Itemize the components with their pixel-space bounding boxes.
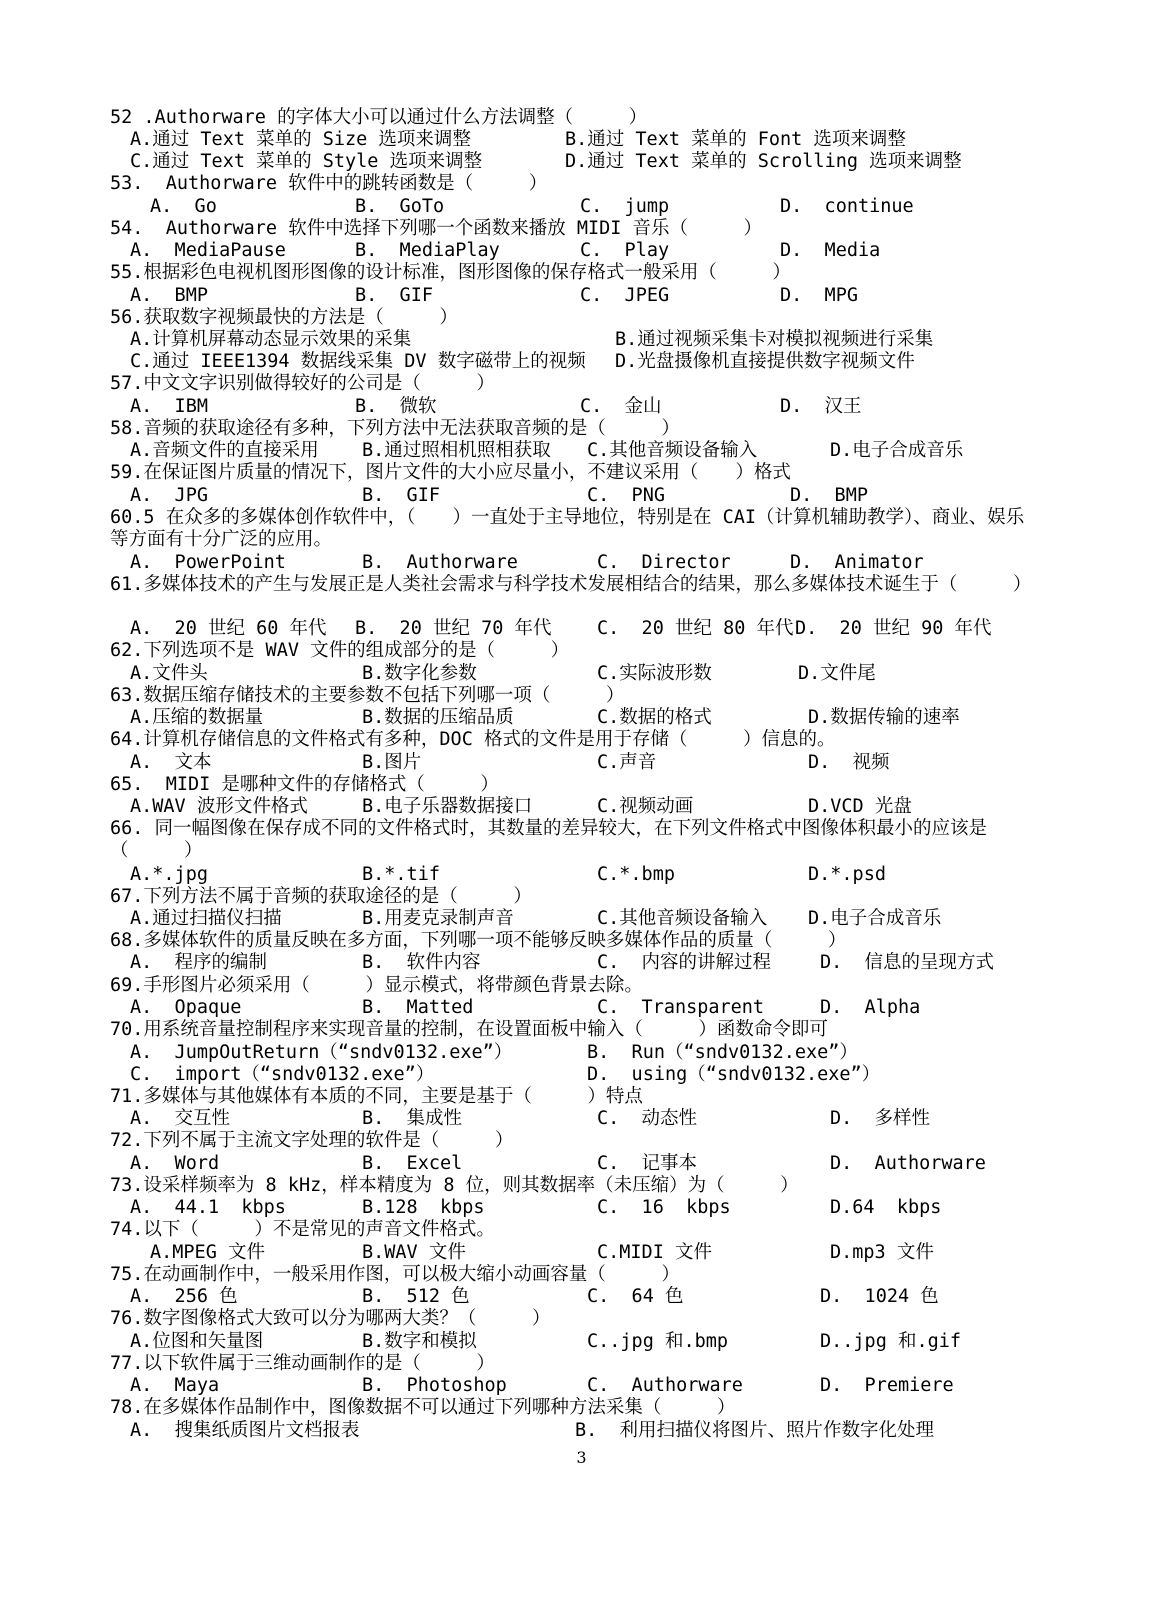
option-b: B.*.tif [362, 864, 440, 885]
option-b: B. GoTo [355, 196, 445, 217]
options-row [130, 1242, 1060, 1264]
option-b: B. 512 色 [362, 1286, 470, 1307]
options-row [130, 351, 1060, 373]
question-72: 72.下列不属于主流文字处理的软件是（ ） [110, 1130, 514, 1151]
options-row [130, 151, 1060, 173]
options-row [130, 663, 1060, 685]
option-b: B.通过视频采集卡对模拟视频进行采集 [615, 329, 934, 350]
question-57: 57.中文文字识别做得较好的公司是（ ） [110, 373, 495, 394]
question-52: 52 .Authorware 的字体大小可以通过什么方法调整（ ） [110, 107, 648, 128]
question-59: 59.在保证图片质量的情况下，图片文件的大小应尽量小，不建议采用（ ）格式 [110, 462, 791, 483]
options-row [130, 752, 1060, 774]
options-row [130, 618, 1060, 640]
option-c: C. 金山 [580, 396, 662, 417]
option-b: B. 20 世纪 70 年代 [355, 618, 552, 639]
question-63: 63.数据压缩存储技术的主要参数不包括下列哪一项（ ） [110, 685, 625, 706]
option-c: C.其他音频设备输入 [587, 440, 758, 461]
option-b: B. 微软 [355, 396, 437, 417]
option-a: A. 交互性 [130, 1108, 231, 1129]
question-74: 74.以下（ ）不是常见的声音文件格式。 [110, 1219, 495, 1240]
option-b: B.用麦克录制声音 [362, 908, 514, 929]
question-75: 75.在动画制作中，一般采用作图，可以极大缩小动画容量（ ） [110, 1264, 680, 1285]
option-d: D.电子合成音乐 [830, 440, 964, 461]
option-d: D. 多样性 [830, 1108, 931, 1129]
option-a: A.MPEG 文件 [150, 1242, 265, 1263]
question-62: 62.下列选项不是 WAV 文件的组成部分的是（ ） [110, 640, 570, 661]
option-c: C. 20 世纪 80 年代 [597, 618, 794, 639]
option-b: B. MediaPlay [355, 240, 500, 261]
option-c: C. Director [597, 552, 731, 573]
options-row [130, 440, 1060, 462]
option-c: C. 动态性 [597, 1108, 698, 1129]
options-row [130, 864, 1060, 886]
options-row [130, 1108, 1060, 1130]
option-c: C. 记事本 [597, 1153, 698, 1174]
option-a: A. 256 色 [130, 1286, 238, 1307]
option-b: B.WAV 文件 [362, 1242, 466, 1263]
option-c: C.*.bmp [597, 864, 675, 885]
option-d: D. 信息的呈现方式 [820, 952, 995, 973]
option-d: D. using（“sndv0132.exe”） [587, 1064, 881, 1085]
option-b: B. Run（“sndv0132.exe”） [587, 1042, 858, 1063]
question-58: 58.音频的获取途径有多种，下列方法中无法获取音频的是（ ） [110, 418, 680, 439]
options-row [130, 1420, 1060, 1442]
option-d: D.通过 Text 菜单的 Scrolling 选项来调整 [565, 151, 962, 172]
options-row [130, 485, 1060, 507]
option-c: C. Transparent [597, 997, 765, 1018]
option-a: A.WAV 波形文件格式 [130, 796, 308, 817]
options-row [130, 1064, 1060, 1086]
options-row [130, 1331, 1060, 1353]
option-a: A. 44.1 kbps [130, 1197, 286, 1218]
option-c: C.视频动画 [597, 796, 694, 817]
option-d: D. 汉王 [780, 396, 862, 417]
options-row [130, 952, 1060, 974]
option-d: D. 视频 [808, 752, 890, 773]
option-c: C. PNG [587, 485, 665, 506]
option-d: D. Alpha [820, 997, 921, 1018]
option-a: A. Opaque [130, 997, 242, 1018]
option-a: A. BMP [130, 285, 208, 306]
option-a: A. PowerPoint [130, 552, 286, 573]
option-d: D..jpg 和.gif [820, 1331, 962, 1352]
option-b: B.电子乐器数据接口 [362, 796, 533, 817]
option-c: C.数据的格式 [597, 707, 712, 728]
question-56: 56.获取数字视频最快的方法是（ ） [110, 307, 458, 328]
option-d: D. Authorware [830, 1153, 986, 1174]
option-d: D. 20 世纪 90 年代 [795, 618, 992, 639]
option-a: A.压缩的数据量 [130, 707, 264, 728]
options-row [130, 796, 1060, 818]
option-a: A.通过 Text 菜单的 Size 选项来调整 [130, 129, 471, 150]
option-a: A. Word [130, 1153, 220, 1174]
question-61: 61.多媒体技术的产生与发展正是人类社会需求与科学技术发展相结合的结果，那么多媒体技术诞生于（ ） [110, 574, 1032, 595]
question-65: 65. MIDI 是哪种文件的存储格式（ ） [110, 774, 499, 795]
option-b: B.通过照相机照相获取 [362, 440, 551, 461]
option-d: D.文件尾 [798, 663, 876, 684]
question-78: 78.在多媒体作品制作中，图像数据不可以通过下列哪种方法采集（ ） [110, 1397, 736, 1418]
option-b: B.通过 Text 菜单的 Font 选项来调整 [565, 129, 906, 150]
option-d: D. Premiere [820, 1375, 954, 1396]
question-76: 76.数字图像格式大致可以分为哪两大类？（ ） [110, 1308, 551, 1329]
option-a: A. IBM [130, 396, 208, 417]
option-a: A. 20 世纪 60 年代 [130, 618, 327, 639]
option-d: D. continue [780, 196, 914, 217]
option-b: B. Excel [362, 1153, 463, 1174]
options-row [130, 285, 1060, 307]
question-70: 70.用系统音量控制程序来实现音量的控制，在设置面板中输入（ ）函数命令即可 [110, 1019, 828, 1040]
option-b: B.图片 [362, 752, 422, 773]
page-number: 3 [576, 1448, 587, 1467]
option-d: D. MPG [780, 285, 858, 306]
option-c: C..jpg 和.bmp [587, 1331, 729, 1352]
option-d: D. 1024 色 [820, 1286, 939, 1307]
option-c: C.声音 [597, 752, 657, 773]
option-c: C.通过 Text 菜单的 Style 选项来调整 [130, 151, 483, 172]
option-a: A.文件头 [130, 663, 208, 684]
option-b: B. Matted [362, 997, 474, 1018]
question-55: 55.根据彩色电视机图形图像的设计标准，图形图像的保存格式一般采用（ ） [110, 262, 791, 283]
option-d: D.光盘摄像机直接提供数字视频文件 [615, 351, 915, 372]
options-row [130, 707, 1060, 729]
option-a: A.计算机屏幕动态显示效果的采集 [130, 329, 412, 350]
option-b: B. Authorware [362, 552, 518, 573]
question-77: 77.以下软件属于三维动画制作的是（ ） [110, 1353, 495, 1374]
option-c: C.其他音频设备输入 [597, 908, 768, 929]
option-c: C. 内容的讲解过程 [597, 952, 772, 973]
option-b: B. Photoshop [362, 1375, 507, 1396]
options-row [130, 1286, 1060, 1308]
option-c: C.实际波形数 [597, 663, 712, 684]
options-row [130, 1153, 1060, 1175]
options-row [130, 396, 1060, 418]
options-row [130, 552, 1060, 574]
option-d: D.64 kbps [830, 1197, 942, 1218]
question-54: 54. Authorware 软件中选择下列哪一个函数来播放 MIDI 音乐（ ） [110, 218, 763, 239]
options-row [130, 1042, 1060, 1064]
question-69: 69.手形图片必须采用（ ）显示模式，将带颜色背景去除。 [110, 975, 643, 996]
options-row [130, 1375, 1060, 1397]
question-73: 73.设采样频率为 8 kHz，样本精度为 8 位，则其数据率（未压缩）为（ ） [110, 1175, 799, 1196]
option-a: A. Go [150, 196, 217, 217]
question-60: 60.5 在众多的多媒体创作软件中，（ ）一直处于主导地位，特别是在 CAI（计算机辅助教学）、商业、娱乐等方面有十分广泛的应用。 [110, 507, 1025, 550]
option-d: D.数据传输的速率 [808, 707, 960, 728]
options-row [130, 1197, 1060, 1219]
option-c: C. JPEG [580, 285, 670, 306]
option-a: A.通过扫描仪扫描 [130, 908, 282, 929]
option-d: D.VCD 光盘 [808, 796, 912, 817]
question-53: 53. Authorware 软件中的跳转函数是（ ） [110, 173, 548, 194]
option-a: A. JumpOutReturn（“sndv0132.exe”） [130, 1042, 513, 1063]
option-b: B.数字和模拟 [362, 1331, 477, 1352]
option-c: C. Play [580, 240, 670, 261]
options-row [130, 329, 1060, 351]
option-a: A. Maya [130, 1375, 220, 1396]
option-a: A.位图和矢量图 [130, 1331, 264, 1352]
option-b: B.数字化参数 [362, 663, 477, 684]
option-b: B. 软件内容 [362, 952, 481, 973]
question-68: 68.多媒体软件的质量反映在多方面，下列哪一项不能够反映多媒体作品的质量（ ） [110, 930, 847, 951]
option-c: C. 64 色 [587, 1286, 684, 1307]
option-d: D. Media [780, 240, 881, 261]
options-row [130, 196, 1060, 218]
options-row [130, 997, 1060, 1019]
option-a: A. JPG [130, 485, 208, 506]
option-b: B.128 kbps [362, 1197, 485, 1218]
option-a: A.*.jpg [130, 864, 208, 885]
options-row [130, 240, 1060, 262]
option-a: A.音频文件的直接采用 [130, 440, 319, 461]
option-b: B. 利用扫描仪将图片、照片作数字化处理 [575, 1420, 935, 1441]
option-b: B. 集成性 [362, 1108, 463, 1129]
option-c: C. jump [580, 196, 670, 217]
option-d: D.*.psd [808, 864, 886, 885]
option-a: A. MediaPause [130, 240, 286, 261]
option-a: A. 文本 [130, 752, 212, 773]
option-c: C.MIDI 文件 [597, 1242, 712, 1263]
option-c: C. import（“sndv0132.exe”） [130, 1064, 435, 1085]
options-row [130, 908, 1060, 930]
option-a: A. 程序的编制 [130, 952, 268, 973]
option-c: C.通过 IEEE1394 数据线采集 DV 数字磁带上的视频 [130, 351, 586, 372]
option-d: D.电子合成音乐 [808, 908, 942, 929]
option-d: D. Animator [790, 552, 924, 573]
question-71: 71.多媒体与其他媒体有本质的不同，主要是基于（ ）特点 [110, 1086, 643, 1107]
question-66: 66. 同一幅图像在保存成不同的文件格式时，其数量的差异较大，在下列文件格式中图像体积最小的应该是（ ） [110, 818, 988, 861]
question-64: 64.计算机存储信息的文件格式有多种，DOC 格式的文件是用于存储（ ）信息的。 [110, 729, 836, 750]
option-d: D.mp3 文件 [830, 1242, 934, 1263]
question-67: 67.下列方法不属于音频的获取途径的是（ ） [110, 886, 532, 907]
option-a: A. 搜集纸质图片文档报表 [130, 1420, 360, 1441]
option-b: B. GIF [355, 285, 433, 306]
option-c: C. 16 kbps [597, 1197, 731, 1218]
options-row [130, 129, 1060, 151]
option-b: B. GIF [362, 485, 440, 506]
option-c: C. Authorware [587, 1375, 743, 1396]
option-b: B.数据的压缩品质 [362, 707, 514, 728]
option-d: D. BMP [790, 485, 868, 506]
